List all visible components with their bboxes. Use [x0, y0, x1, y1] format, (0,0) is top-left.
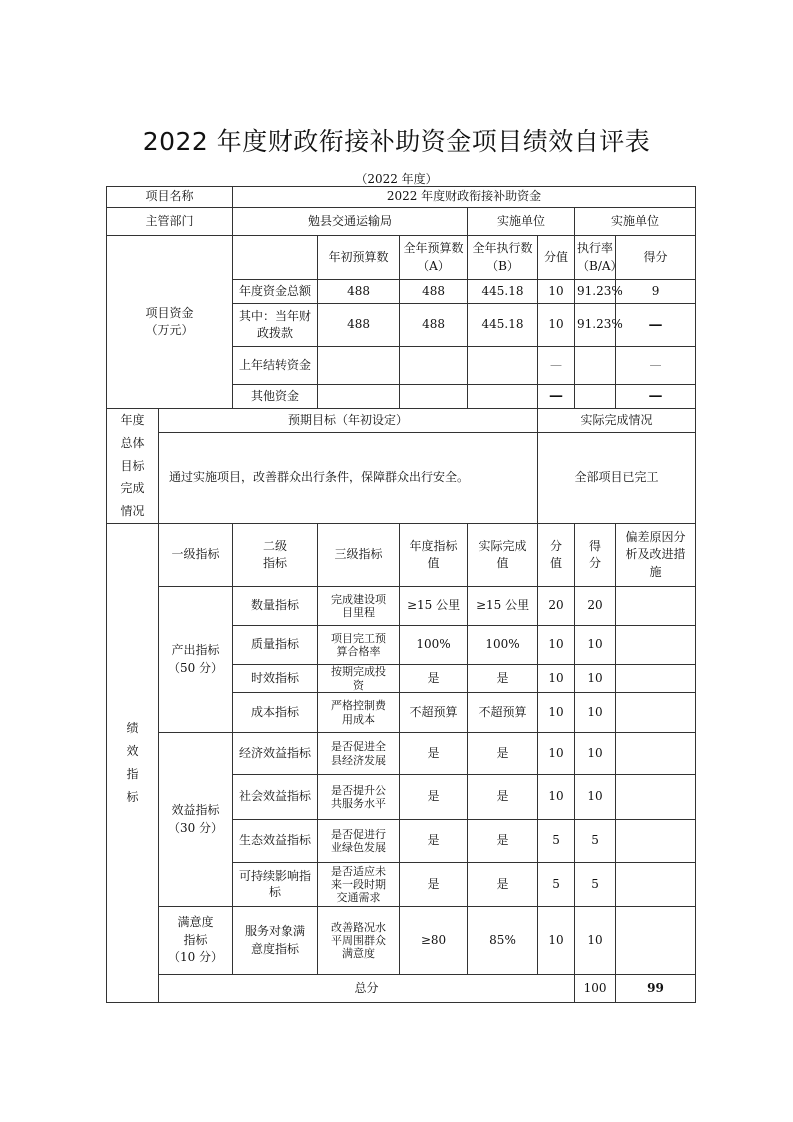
- funds-col-initial: 年初预算数: [318, 236, 400, 280]
- indicator-l2: 社会效益指标: [233, 775, 318, 820]
- indicator-deviation: [616, 863, 696, 907]
- indicator-l3: 严格控制费用成本: [318, 693, 400, 733]
- indicator-deviation: [616, 693, 696, 733]
- goals-expected: 通过实施项目，改善群众出行条件，保障群众出行安全。: [159, 433, 538, 524]
- indicator-l3: 按期完成投资: [318, 665, 400, 693]
- funds-row-annual: [400, 385, 468, 409]
- page-subtitle: （2022 年度）: [355, 172, 438, 186]
- indicator-actual: 是: [468, 733, 538, 775]
- total-label: 总分: [159, 975, 575, 1003]
- impl-value: 实施单位: [575, 208, 696, 236]
- ind-col-value: 分值: [538, 524, 575, 587]
- funds-row-score-value: 10: [538, 304, 575, 347]
- indicator-actual: 85%: [468, 907, 538, 975]
- funds-row-score: —: [616, 347, 696, 385]
- funds-row-score-value: 10: [538, 280, 575, 304]
- indicator-row: [107, 907, 696, 975]
- indicator-l2: 质量指标: [233, 626, 318, 665]
- indicator-score: 10: [575, 693, 616, 733]
- indicator-value: 5: [538, 820, 575, 863]
- indicator-l2: 可持续影响指标: [233, 863, 318, 907]
- indicator-actual: 不超预算: [468, 693, 538, 733]
- funds-unit: （万元）: [145, 323, 194, 337]
- funds-row-name: 其他资金: [233, 385, 318, 409]
- ind-col-actual: 实际完成值: [468, 524, 538, 587]
- funds-row-exec: 445.18: [468, 280, 538, 304]
- indicator-score: 5: [575, 863, 616, 907]
- ind-col-deviation: 偏差原因分析及改进措施: [616, 524, 696, 587]
- funds-col-score-value: 分值: [538, 236, 575, 280]
- funds-row-score: —: [616, 304, 696, 347]
- ind-col-l1: 一级指标: [159, 524, 233, 587]
- indicator-actual: 是: [468, 863, 538, 907]
- evaluation-table: [106, 186, 696, 1003]
- indicator-deviation: [616, 775, 696, 820]
- indicator-l2: 经济效益指标: [233, 733, 318, 775]
- funds-row-rate: [575, 385, 616, 409]
- indicator-target: 是: [400, 863, 468, 907]
- goals-actual: 全部项目已完工: [538, 433, 696, 524]
- funds-row-name: 其中：当年财政拨款: [233, 304, 318, 347]
- indicator-deviation: [616, 665, 696, 693]
- funds-row-exec: [468, 385, 538, 409]
- indicator-target: ≥15 公里: [400, 587, 468, 626]
- indicator-score: 10: [575, 907, 616, 975]
- funds-col-rate: 执行率（B/A）: [575, 236, 616, 280]
- page-title: 2022 年度财政衔接补助资金项目绩效自评表: [142, 127, 651, 156]
- total-score: 99: [616, 975, 696, 1003]
- funds-col-exec: 全年执行数（B）: [468, 236, 538, 280]
- indicators-label: 绩效指标: [107, 524, 159, 1003]
- indicator-row: [107, 733, 696, 775]
- funds-row-name: 年度资金总额: [233, 280, 318, 304]
- funds-row-score-value: —: [538, 347, 575, 385]
- indicator-value: 10: [538, 907, 575, 975]
- dept-value: 勉县交通运输局: [233, 208, 468, 236]
- indicator-l2: 成本指标: [233, 693, 318, 733]
- indicator-l2: 数量指标: [233, 587, 318, 626]
- indicator-score: 10: [575, 733, 616, 775]
- indicator-value: 10: [538, 693, 575, 733]
- indicator-target: 是: [400, 775, 468, 820]
- indicator-l3: 是否适应未来一段时期交通需求: [318, 863, 400, 907]
- indicator-deviation: [616, 820, 696, 863]
- funds-row-initial: 488: [318, 304, 400, 347]
- indicator-l2: 生态效益指标: [233, 820, 318, 863]
- indicator-score: 10: [575, 775, 616, 820]
- funds-row-rate: [575, 347, 616, 385]
- indicator-value: 10: [538, 626, 575, 665]
- funds-col-annual: 全年预算数（A）: [400, 236, 468, 280]
- indicator-l3: 是否促进全县经济发展: [318, 733, 400, 775]
- indicator-value: 5: [538, 863, 575, 907]
- funds-row-initial: [318, 385, 400, 409]
- project-name-label: 项目名称: [107, 187, 233, 208]
- funds-row-initial: 488: [318, 280, 400, 304]
- ind-col-target: 年度指标值: [400, 524, 468, 587]
- funds-label: 项目资金: [145, 305, 194, 320]
- indicator-group-output: 产出指标 （50 分）: [159, 587, 233, 733]
- funds-row-annual: [400, 347, 468, 385]
- indicator-actual: 是: [468, 820, 538, 863]
- indicator-target: 是: [400, 733, 468, 775]
- funds-row-rate: 91.23%: [575, 304, 616, 347]
- dept-label: 主管部门: [107, 208, 233, 236]
- ind-col-l3: 三级指标: [318, 524, 400, 587]
- indicator-deviation: [616, 907, 696, 975]
- indicator-l3: 项目完工预算合格率: [318, 626, 400, 665]
- indicator-score: 5: [575, 820, 616, 863]
- indicator-value: 10: [538, 775, 575, 820]
- indicator-score: 20: [575, 587, 616, 626]
- indicator-value: 20: [538, 587, 575, 626]
- funds-row-score: 9: [616, 280, 696, 304]
- indicator-actual: 是: [468, 775, 538, 820]
- indicator-target: 100%: [400, 626, 468, 665]
- funds-row-rate: 91.23%: [575, 280, 616, 304]
- indicator-l3: 是否提升公共服务水平: [318, 775, 400, 820]
- ind-col-l2: 二级指标: [233, 524, 318, 587]
- indicator-l3: 改善路况水平周围群众满意度: [318, 907, 400, 975]
- funds-row-score-value: —: [538, 385, 575, 409]
- funds-row-annual: 488: [400, 304, 468, 347]
- total-value: 100: [575, 975, 616, 1003]
- indicator-target: 是: [400, 820, 468, 863]
- indicator-l3: 是否促进行业绿色发展: [318, 820, 400, 863]
- indicator-l2: 服务对象满意度指标: [233, 907, 318, 975]
- funds-col-blank: [233, 236, 318, 280]
- goals-label: 年度总体目标完成情况: [107, 409, 159, 524]
- indicator-value: 10: [538, 665, 575, 693]
- funds-row-exec: [468, 347, 538, 385]
- indicator-deviation: [616, 587, 696, 626]
- indicator-deviation: [616, 733, 696, 775]
- indicator-row: [107, 587, 696, 626]
- indicator-l2: 时效指标: [233, 665, 318, 693]
- funds-row-annual: 488: [400, 280, 468, 304]
- indicator-target: 不超预算: [400, 693, 468, 733]
- indicator-l3: 完成建设项目里程: [318, 587, 400, 626]
- project-name-value: 2022 年度财政衔接补助资金: [233, 187, 696, 208]
- indicator-value: 10: [538, 733, 575, 775]
- goals-expected-label: 预期目标（年初设定）: [159, 409, 538, 433]
- goals-actual-label: 实际完成情况: [538, 409, 696, 433]
- indicator-score: 10: [575, 626, 616, 665]
- funds-row-name: 上年结转资金: [233, 347, 318, 385]
- indicator-target: ≥80: [400, 907, 468, 975]
- funds-label-cell: [107, 236, 233, 409]
- indicator-deviation: [616, 626, 696, 665]
- impl-label: 实施单位: [468, 208, 575, 236]
- indicator-target: 是: [400, 665, 468, 693]
- indicator-actual: ≥15 公里: [468, 587, 538, 626]
- funds-row-initial: [318, 347, 400, 385]
- funds-col-score: 得分: [616, 236, 696, 280]
- indicator-group-satisfaction: 满意度指标 （10 分）: [159, 907, 233, 975]
- indicator-actual: 100%: [468, 626, 538, 665]
- ind-col-score: 得分: [575, 524, 616, 587]
- indicator-group-benefit: 效益指标 （30 分）: [159, 733, 233, 907]
- funds-row-exec: 445.18: [468, 304, 538, 347]
- funds-row-score: —: [616, 385, 696, 409]
- indicator-score: 10: [575, 665, 616, 693]
- indicator-actual: 是: [468, 665, 538, 693]
